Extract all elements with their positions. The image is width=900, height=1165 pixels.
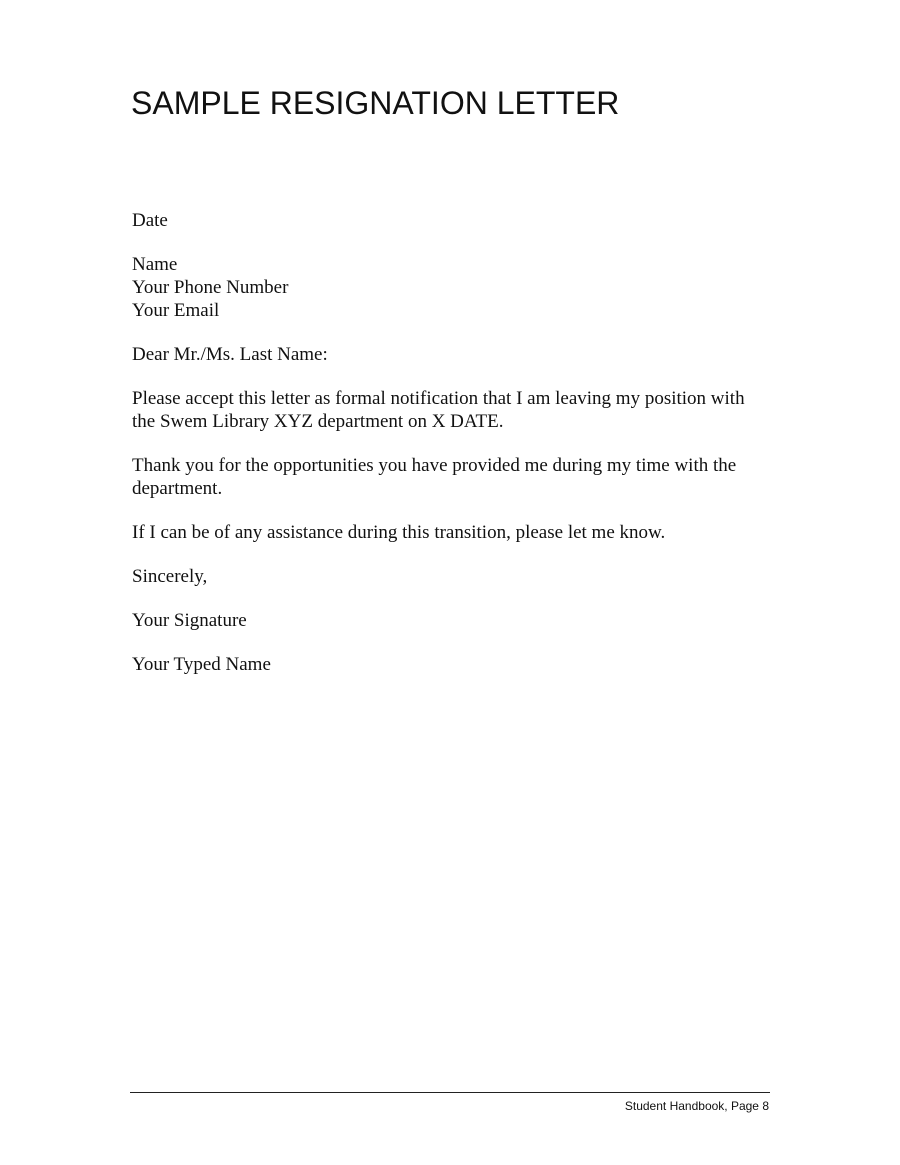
footer-page-label: Student Handbook, Page 8 bbox=[624, 1099, 769, 1113]
page-title: SAMPLE RESIGNATION LETTER bbox=[131, 85, 620, 121]
body-paragraph-thanks: Thank you for the opportunities you have provided me during my time with the department. bbox=[132, 455, 737, 499]
body-paragraph-notification: Please accept this letter as formal notification that I am leaving my position with the Swem Library XYZ department on X DATE. bbox=[132, 388, 745, 432]
letter-body bbox=[132, 209, 772, 697]
closing: Sincerely, bbox=[132, 566, 208, 587]
typed-name: Your Typed Name bbox=[132, 654, 271, 675]
sender-phone: Your Phone Number bbox=[132, 277, 289, 298]
salutation: Dear Mr./Ms. Last Name: bbox=[132, 344, 328, 365]
sender-email: Your Email bbox=[132, 300, 220, 321]
letter-date: Date bbox=[132, 210, 168, 231]
footer-divider bbox=[130, 1092, 770, 1093]
sender-block bbox=[132, 253, 772, 322]
body-paragraph-assistance: If I can be of any assistance during this transition, please let me know. bbox=[132, 522, 666, 543]
signature: Your Signature bbox=[132, 610, 247, 631]
sender-name: Name bbox=[132, 254, 178, 275]
